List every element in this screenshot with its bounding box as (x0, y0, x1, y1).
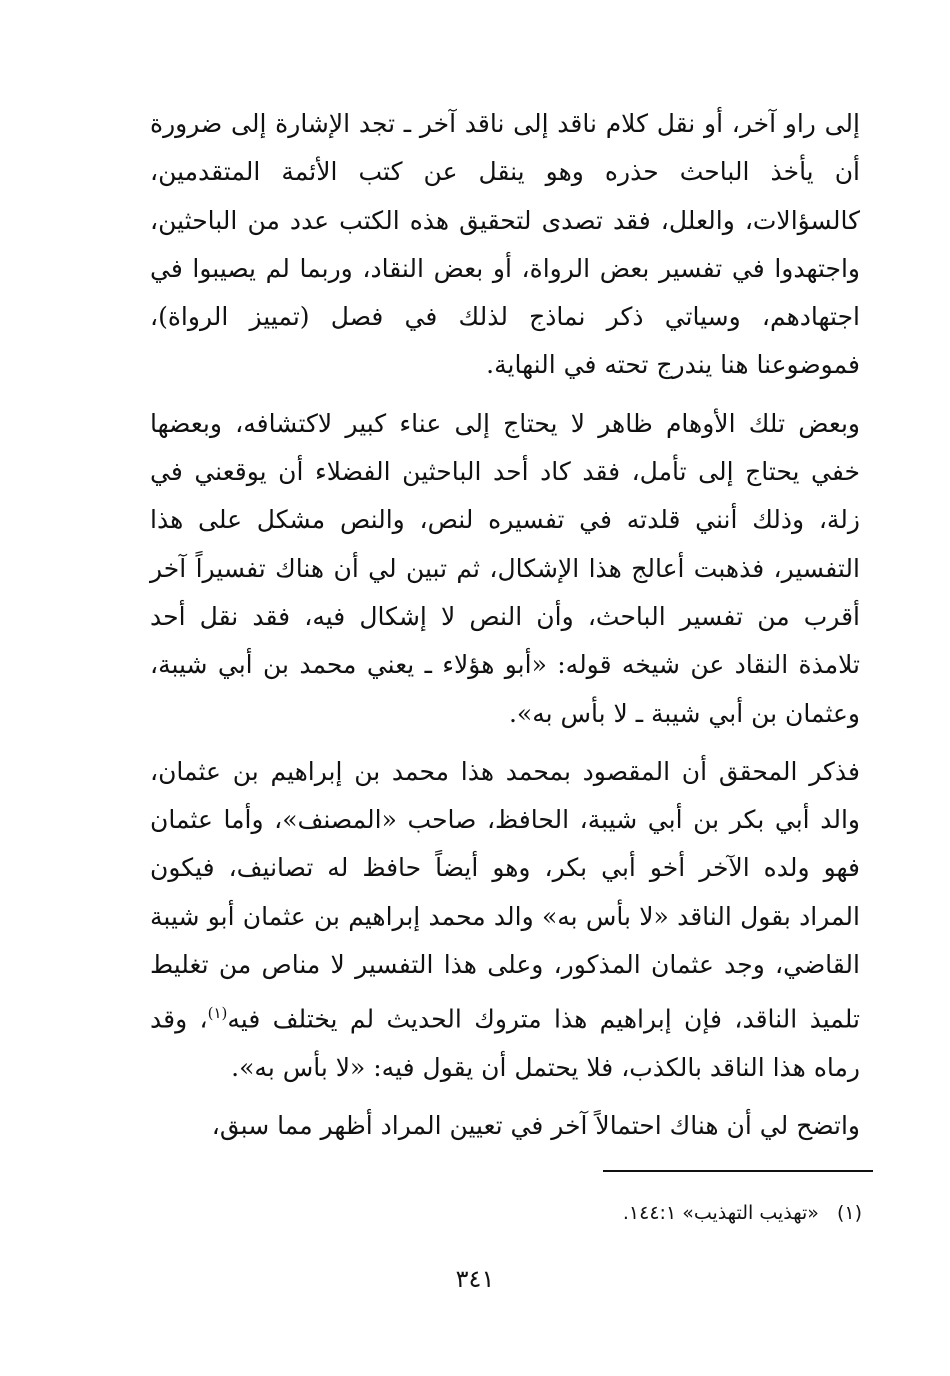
footnote (362, 1202, 862, 1224)
footnote-divider (603, 1170, 873, 1172)
paragraph-4: واتضح لي أن هناك احتمالاً آخر في تعيين المراد أظهر مما سبق، (211, 1111, 860, 1141)
footnote-text: «تهذيب التهذيب» ١٤٤:١. (622, 1202, 819, 1224)
paragraph-3 (150, 748, 860, 1092)
footnote-reference[interactable]: (١) (207, 1004, 228, 1023)
paragraph-2: وبعض تلك الأوهام ظاهر لا يحتاج إلى عناء كبير لاكتشافه، وبعضها خفي يحتاج إلى تأمل، فقد كاد أحد الباحثين الفضلاء أن يوقعني في زلة، وذلك أنني قلدته في تفسيره لنص، والنص مشكل على هذا التفسير، فذهبت أعالج هذا الإشكال، ثم تبين لي أن هناك تفسيراً آخر أقرب من تفسير الباحث، وأن النص لا إشكال فيه، فقد نقل أحد تلامذة النقاد عن شيخه قوله: «أبو هؤلاء ـ يعني محمد بن أبي شيبة، وعثمان بن أبي شيبة ـ لا بأس به». (150, 408, 860, 728)
paragraph-1: إلى راو آخر، أو نقل كلام ناقد إلى ناقد آخر ـ تجد الإشارة إلى ضرورة أن يأخذ الباحث حذره وهو ينقل عن كتب الأئمة المتقدمين، كالسؤالات، والعلل، فقد تصدى لتحقيق هذه الكتب عدد من الباحثين، واجتهدوا في تفسير بعض الرواة، أو بعض النقاد، وربما لم يصيبوا في اجتهادهم، وسياتي ذكر نماذج لذلك في فصل (تمييز الرواة)، فموضوعنا هنا يندرج تحته في النهاية. (150, 109, 860, 380)
page-number: ٣٤١ (455, 1265, 495, 1293)
page-body (150, 100, 860, 1151)
footnote-number: (١) (836, 1202, 862, 1224)
paragraph-3-tail: ، وقد رماه هذا الناقد بالكذب، فلا يحتمل أن يقول فيه: «لا بأس به». (150, 1004, 860, 1082)
paragraph-3-text: فذكر المحقق أن المقصود بمحمد هذا محمد بن إبراهيم بن عثمان، والد أبي بكر بن أبي شيبة، الحافظ، صاحب «المصنف»، وأما عثمان فهو ولده الآخر أخو أبي بكر، وهو أيضاً حافظ له تصانيف، فيكون المراد بقول الناقد «لا بأس به» والد محمد إبراهيم بن عثمان أبو شيبة القاضي، وجد عثمان المذكور، وعلى هذا التفسير لا مناص من تغليط تلميذ الناقد، فإن إبراهيم هذا متروك الحديث لم يختلف فيه (150, 756, 860, 1034)
